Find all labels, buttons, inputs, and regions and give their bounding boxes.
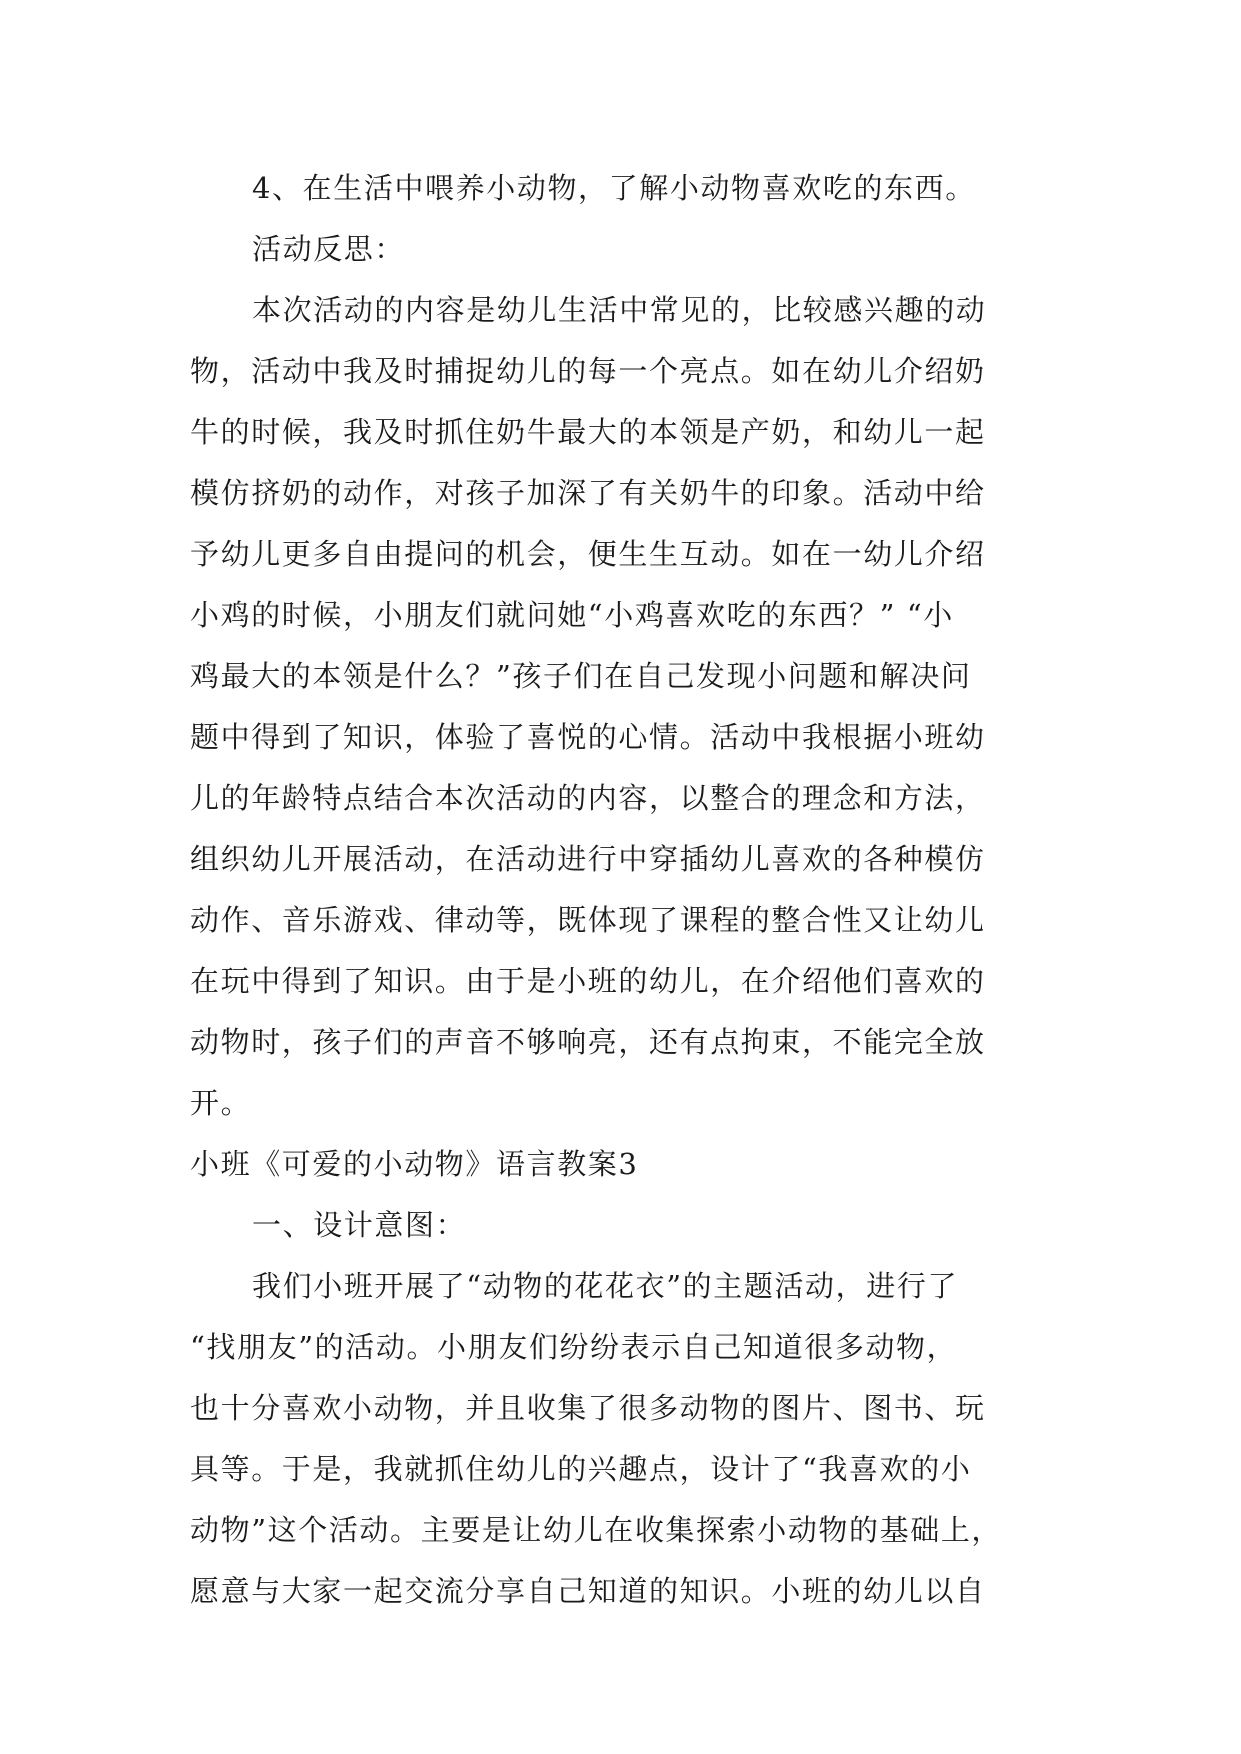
text-line: 愿意与大家一起交流分享自己知道的知识。小班的幼儿以自 (190, 1574, 986, 1608)
text-line: 组织幼儿开展活动，在活动进行中穿插幼儿喜欢的各种模仿 (190, 842, 986, 876)
heading-activity-reflection: 活动反思： (252, 232, 406, 266)
text-line: 本次活动的内容是幼儿生活中常见的，比较感兴趣的动 (252, 293, 987, 327)
text-line: 题中得到了知识，体验了喜悦的心情。活动中我根据小班幼 (190, 720, 986, 754)
text-line: 物，活动中我及时捕捉幼儿的每一个亮点。如在幼儿介绍奶 (190, 354, 986, 388)
text-line: 予幼儿更多自由提问的机会，便生生互动。如在一幼儿介绍 (190, 537, 986, 571)
text-line: 儿的年龄特点结合本次活动的内容，以整合的理念和方法， (190, 781, 986, 815)
text-line: 模仿挤奶的动作，对孩子加深了有关奶牛的印象。活动中给 (190, 476, 986, 510)
text-line: 牛的时候，我及时抓住奶牛最大的本领是产奶，和幼儿一起 (190, 415, 986, 449)
text-line: 在玩中得到了知识。由于是小班的幼儿，在介绍他们喜欢的 (190, 964, 986, 998)
text-line: 也十分喜欢小动物，并且收集了很多动物的图片、图书、玩 (190, 1391, 986, 1425)
text-line: 开。 (190, 1086, 252, 1120)
document-body (190, 158, 1052, 1622)
text-line: 我们小班开展了“动物的花花衣”的主题活动，进行了 (252, 1269, 959, 1303)
text-line: 小鸡的时候，小朋友们就问她“小鸡喜欢吃的东西？” “小 (190, 598, 954, 632)
text-line: 具等。于是，我就抓住幼儿的兴趣点，设计了“我喜欢的小 (190, 1452, 972, 1486)
text-line: 动物时，孩子们的声音不够响亮，还有点拘束，不能完全放 (190, 1025, 986, 1059)
text-line: 动物”这个活动。主要是让幼儿在收集探索小动物的基础上， (190, 1513, 1003, 1547)
heading-design-intent: 一、设计意图： (252, 1208, 467, 1242)
text-line: “找朋友”的活动。小朋友们纷纷表示自己知道很多动物， (190, 1330, 958, 1364)
text-line: 动作、音乐游戏、律动等，既体现了课程的整合性又让幼儿 (190, 903, 986, 937)
text-line: 鸡最大的本领是什么？”孩子们在自己发现小问题和解决问 (190, 659, 972, 693)
text-line-item-4: 4、在生活中喂养小动物，了解小动物喜欢吃的东西。 (252, 171, 976, 205)
section-title: 小班《可爱的小动物》语言教案3 (190, 1147, 639, 1181)
